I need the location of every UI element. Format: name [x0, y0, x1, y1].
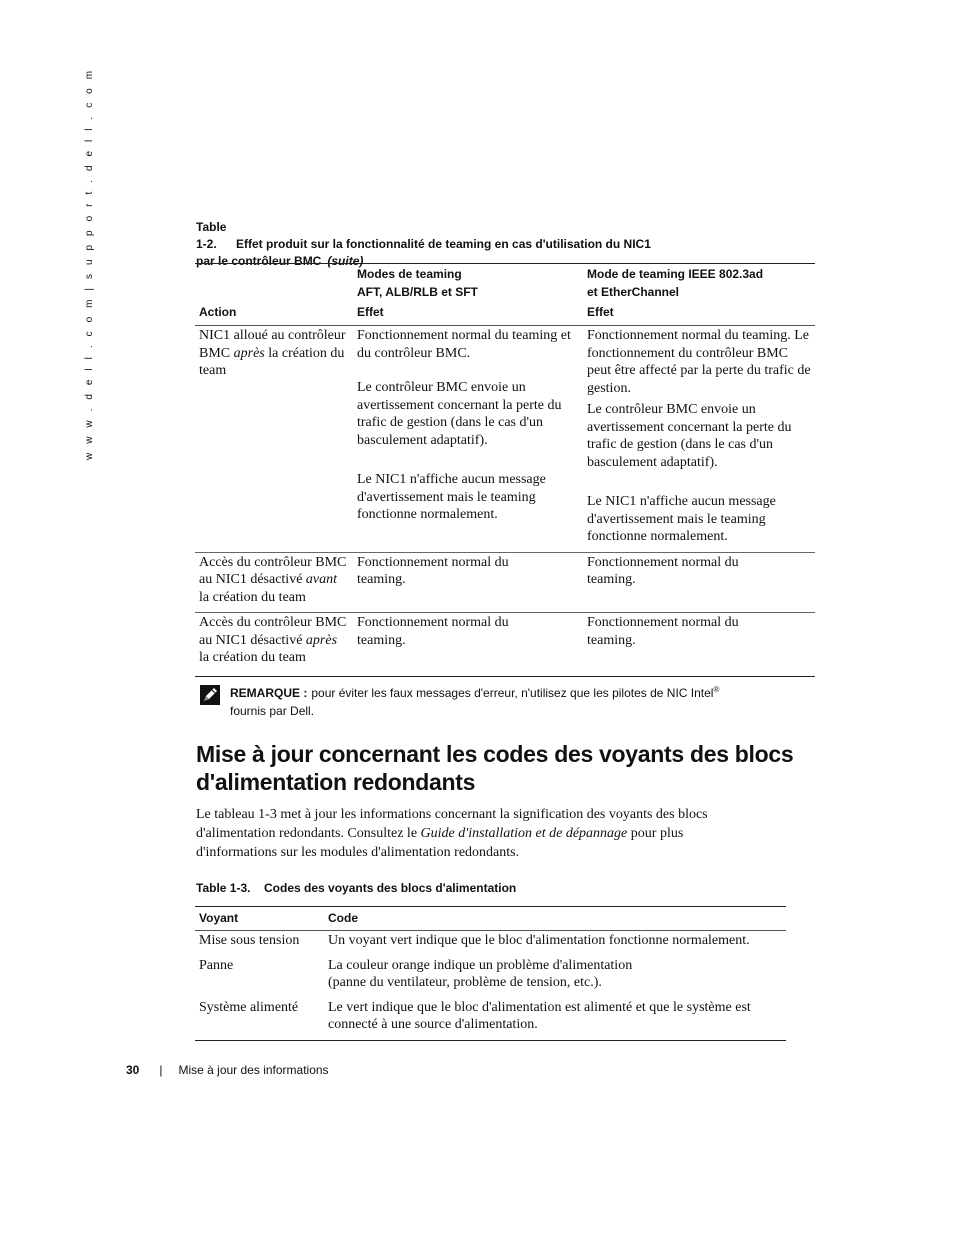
- table-row: [195, 931, 786, 956]
- effect-aft-cell: Fonctionnement normal du teaming.: [353, 613, 583, 677]
- code-cell: Le vert indique que le bloc d'alimentation est alimenté et que le système est connecté à une source d'alimentation.: [324, 998, 786, 1041]
- table-1-2-suite: (suite): [327, 254, 364, 268]
- table-1-2-title-line1: Effet produit sur la fonctionnalité de teaming en cas d'utilisation du NIC1: [236, 237, 651, 251]
- action-cell: NIC1 alloué au contrôleur BMC après la création du team: [195, 326, 353, 553]
- effect-aft-cell: Fonctionnement normal du teaming.: [353, 552, 583, 613]
- voyant-cell: Panne: [199, 957, 234, 973]
- table-1-2-number: Table 1-2.: [196, 220, 227, 251]
- code-cell: Un voyant vert indique que le bloc d'alimentation fonctionne normalement.: [328, 933, 750, 948]
- section-heading: Mise à jour concernant les codes des voyants des blocs d'alimentation redondants: [196, 741, 794, 795]
- table-1-3-caption: [196, 880, 516, 897]
- header-voyant: Voyant: [195, 907, 324, 931]
- table-row: [195, 552, 815, 613]
- side-url: w w w . d e l l . c o m | s u p p o r t . d e l l . c o m: [84, 67, 95, 460]
- header-code: Code: [324, 907, 786, 931]
- table-row: [195, 613, 815, 677]
- action-cell: Accès du contrôleur BMC au NIC1 désactivé avant la création du team: [195, 552, 353, 613]
- voyant-cell: Système alimenté: [195, 998, 324, 1041]
- table-1-3-number: Table 1-3.: [196, 881, 251, 895]
- action-cell: Accès du contrôleur BMC au NIC1 désactivé après la création du team: [195, 613, 353, 677]
- page-footer: [126, 1062, 329, 1078]
- table-row: [195, 956, 786, 998]
- page-number: 30: [126, 1063, 140, 1077]
- note-box: [200, 684, 780, 720]
- voyant-cell: Mise sous tension: [199, 933, 300, 948]
- section-paragraph: Le tableau 1-3 met à jour les informations concernant la signification des voyants des blocs d'alimentation redondants. Consultez le Guide d'installation et de dépannage pour plus d'informations sur les modules d'alimentation redondants.: [196, 807, 708, 860]
- registered-mark: ®: [713, 685, 720, 694]
- header-effect-ieee: Effet: [583, 303, 815, 326]
- header-aft-modes: Modes de teaming AFT, ALB/RLB et SFT: [353, 264, 583, 304]
- led-codes-table: [195, 906, 786, 1041]
- effect-ieee-cell: Fonctionnement normal du teaming.: [583, 613, 815, 677]
- header-spacer: [195, 264, 353, 304]
- pencil-note-icon: [200, 685, 220, 705]
- effect-ieee-cell: Fonctionnement normal du teaming. Le fonctionnement du contrôleur BMC peut être affecté par la perte du trafic de gestion. Le contrôleur BMC envoie un avertissement concernant la perte du trafic de gestion (dans le cas d'un basculement adaptatif). Le NIC1 n'affiche aucun message d'avertissement mais le teaming fonctionne normalement.: [583, 326, 815, 553]
- table-row: [195, 326, 815, 553]
- footer-chapter: Mise à jour des informations: [178, 1063, 329, 1077]
- note-text-cont: fournis par Dell.: [230, 704, 315, 718]
- table-1-3-title: Codes des voyants des blocs d'alimentation: [264, 881, 517, 895]
- note-text: pour éviter les faux messages d'erreur, n'utilisez que les pilotes de NIC Intel: [311, 686, 714, 700]
- note-label: REMARQUE :: [230, 686, 308, 700]
- teaming-effect-table: [195, 263, 815, 677]
- header-effect-aft: Effet: [353, 303, 583, 326]
- footer-separator: |: [159, 1063, 163, 1077]
- effect-aft-cell: Fonctionnement normal du teaming et du contrôleur BMC. Le contrôleur BMC envoie un avertissement concernant la perte du trafic de gestion (dans le cas d'un basculement adaptatif). Le NIC1 n'affiche aucun message d'avertissement mais le teaming fonctionne normalement.: [353, 326, 583, 553]
- effect-ieee-cell: Fonctionnement normal du teaming.: [583, 552, 815, 613]
- table-row: [195, 998, 786, 1041]
- header-action: Action: [195, 303, 353, 326]
- header-ieee-mode: Mode de teaming IEEE 802.3ad et EtherChannel: [583, 264, 815, 304]
- table-1-2-title-line2: par le contrôleur BMC: [196, 254, 322, 268]
- code-cell: La couleur orange indique un problème d'alimentation (panne du ventilateur, problème de tension, etc.).: [328, 957, 633, 990]
